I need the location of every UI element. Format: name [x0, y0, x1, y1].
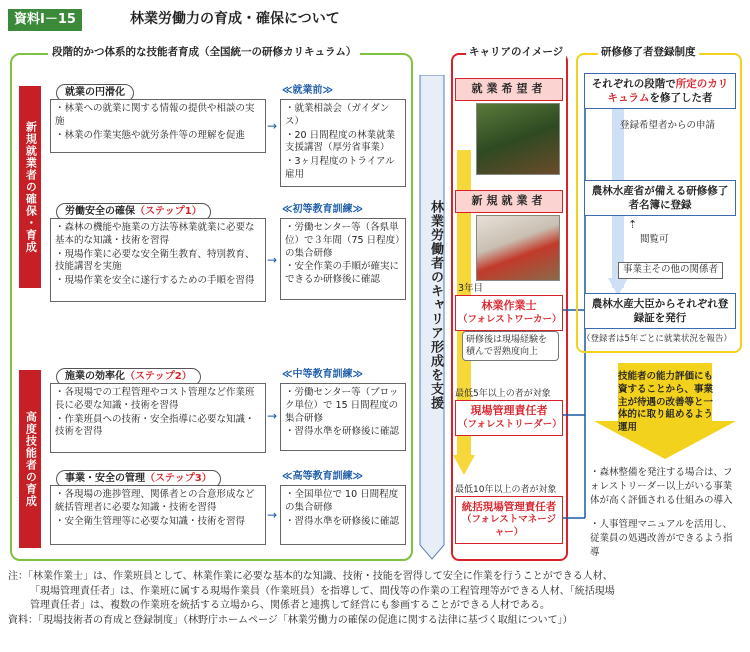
source-line: 資料：「現場技術者の育成と登録制度」（林野庁ホームページ「林業労働力の確保の促進に関する法律に基づく取組について」） [8, 614, 573, 626]
role-forest-worker [455, 295, 563, 331]
training-items-1 [280, 99, 406, 187]
role-title: 林業作業士 [481, 299, 537, 312]
arrow-right-icon: → [267, 508, 278, 522]
stage-item: ・林業への就業に関する情報の提供や相談の実施 [55, 103, 255, 127]
training-items-3 [280, 383, 406, 451]
training-heading-text: 段階的かつ体系的な技能者育成（全国統一の研修カリキュラム） [52, 46, 357, 58]
measure-2: ・人事管理マニュアルを活用し、従業員の処遇改善ができるよう指導 [590, 519, 733, 558]
stage-name: 就業の円滑化 [65, 87, 125, 98]
step-label: （ステップ2） [125, 371, 192, 382]
training-level-3: ≪中等教育訓練≫ [282, 369, 363, 380]
training-heading [48, 45, 360, 59]
stage-item: ・安全衛生管理等に必要な知識・技術を習得 [55, 515, 246, 527]
apply-label: 登録希望者からの申請 [620, 120, 716, 131]
role-subtitle: （フォレストリーダー） [458, 418, 562, 430]
training-item: ・習得水準を研修後に確認 [285, 426, 400, 438]
view-arrow-icon: ⇡ [628, 218, 638, 231]
arrow-right-icon: → [267, 409, 278, 423]
training-item: ・就業相談会（ガイダンス） [285, 103, 390, 127]
career-heading: キャリアのイメージ [466, 45, 566, 59]
stage-item: ・現場作業を安全に遂行するための手順を習得 [55, 275, 255, 287]
role-title: 統括現場管理責任者 [461, 501, 557, 513]
step-label: （ステップ1） [135, 206, 202, 217]
training-item: ・3ヶ月程度のトライアル雇用 [285, 156, 395, 181]
side-label-new: 新規就業者の確保・育成 [19, 86, 41, 288]
stage-items-2 [50, 218, 266, 302]
stage-items-3 [50, 383, 266, 453]
training-item: ・20 日間程度の林業就業支援講習（厚労省事業） [285, 129, 396, 154]
training-level-4: ≪高等教育訓練≫ [282, 471, 363, 482]
stage-items-4 [50, 485, 266, 545]
stage-items-1 [50, 99, 266, 153]
stage-item: ・森林の機能や施業の方法等林業就業に必要な基本的な知識・技術を習得 [55, 222, 255, 246]
career-new: 新規就業者 [455, 190, 563, 213]
footnotes [8, 570, 746, 628]
stage-name: 労働安全の確保 [65, 206, 135, 217]
stage-item: ・各現場の進捗管理、関係者との合意形成など統括管理者に必要な知識・技術を習得 [55, 489, 255, 513]
training-level-1: ≪就業前≫ [282, 85, 333, 96]
training-item: ・全国単位で 10 日間程度の集合研修 [285, 489, 399, 513]
stage-name: 事業・安全の管理 [65, 473, 145, 484]
career-support-label: 林業労働者のキャリア形成を支援 [428, 200, 443, 410]
role-forest-manager [455, 496, 563, 544]
manager-condition: 最低10年以上の者が対象 [455, 485, 557, 495]
career-hope: 就業希望者 [455, 78, 563, 101]
training-items-4 [280, 485, 406, 545]
measure-1: ・森林整備を発注する場合は、フォレストリーダー以上がいる事業体が高く評価される仕組みの導入 [590, 467, 733, 506]
year3-label: 3年目 [458, 283, 484, 294]
photo-job-seekers [476, 103, 560, 175]
figure-title: 林業労働力の育成・確保について [130, 11, 340, 27]
role-subtitle: （フォレストワーカー） [458, 313, 562, 325]
after-training-note: 研修後は現場経験を積んで習熟度向上 [462, 331, 559, 361]
registry-heading: 研修修了者登録制度 [598, 45, 699, 59]
step-label: （ステップ3） [145, 473, 212, 484]
training-item: ・労働センター等（各県単位）で３年間（75 日程度）の集合研修 [285, 222, 400, 259]
footnote-line: 管理責任者」は、複数の作業班を統括する立場から、関係者と連携して経営にも参画することができる人材である。 [30, 600, 550, 611]
side-label-advanced: 高度技能者の育成 [19, 370, 41, 548]
arrow-right-icon: → [267, 253, 278, 267]
stage-name: 施業の効率化 [65, 371, 125, 382]
role-subtitle: （フォレストマネージャー） [461, 514, 557, 538]
footnote-line: 「現場管理責任者」は、作業班に属する現場作業員（作業班員）を指導して、間伐等の作業の工程管理等ができる人材、「統括現場 [30, 585, 615, 597]
renewal-note: （登録者は5年ごとに就業状況を報告） [582, 334, 732, 344]
step-text: それぞれの段階で [591, 78, 676, 90]
role-title: 現場管理責任者 [470, 404, 548, 417]
step-text: を修了した者 [649, 92, 713, 105]
arrow-right-icon: → [267, 119, 278, 133]
training-item: ・安全作業の手順が確実にできるか研修後に確認 [285, 261, 400, 286]
role-forest-leader [455, 400, 563, 436]
registry-step-complete [584, 73, 736, 109]
step-highlight: 所定のカリキュラム [607, 78, 729, 105]
registry-step-register: 農林水産省が備える研修修了者名簿に登録 [584, 180, 736, 216]
operation-text: 技能者の能力評価にも資することから、事業主が待遇の改善等と一体的に取り組めるよう運用 [618, 371, 714, 434]
leader-condition: 最低5年以上の者が対象 [455, 389, 551, 399]
figure-badge: 資料Ⅰ－15 [8, 9, 82, 31]
related-parties-box: 事業主その他の関係者 [618, 262, 723, 279]
stage-item: ・林業の作業実態や就労条件等の理解を促進 [55, 129, 246, 141]
registry-step-certificate: 農林水産大臣からそれぞれ登録証を発行 [584, 293, 736, 329]
view-label: 閲覧可 [640, 234, 669, 245]
stage-item: ・作業班員への技術・安全指導に必要な知識・技術を習得 [55, 413, 255, 438]
footnote-line: 注：「林業作業士」は、作業班員として、林業作業に必要な基本的な知識、技術・技能を習得して安全に作業を行うことができる人材、 [8, 571, 613, 582]
training-item: ・習得水準を研修後に確認 [285, 515, 400, 527]
photo-new-workers [476, 215, 560, 281]
training-items-2 [280, 218, 406, 300]
stage-item: ・現場作業に必要な安全衛生教育、特別教育、技能講習を実施 [55, 248, 255, 273]
training-item: ・労働センター等（ブロック単位）で 15 日間程度の集合研修 [285, 387, 399, 424]
training-level-2: ≪初等教育訓練≫ [282, 204, 363, 215]
stage-item: ・各現場での工程管理やコスト管理など作業班長に必要な知識・技術を習得 [55, 387, 255, 411]
